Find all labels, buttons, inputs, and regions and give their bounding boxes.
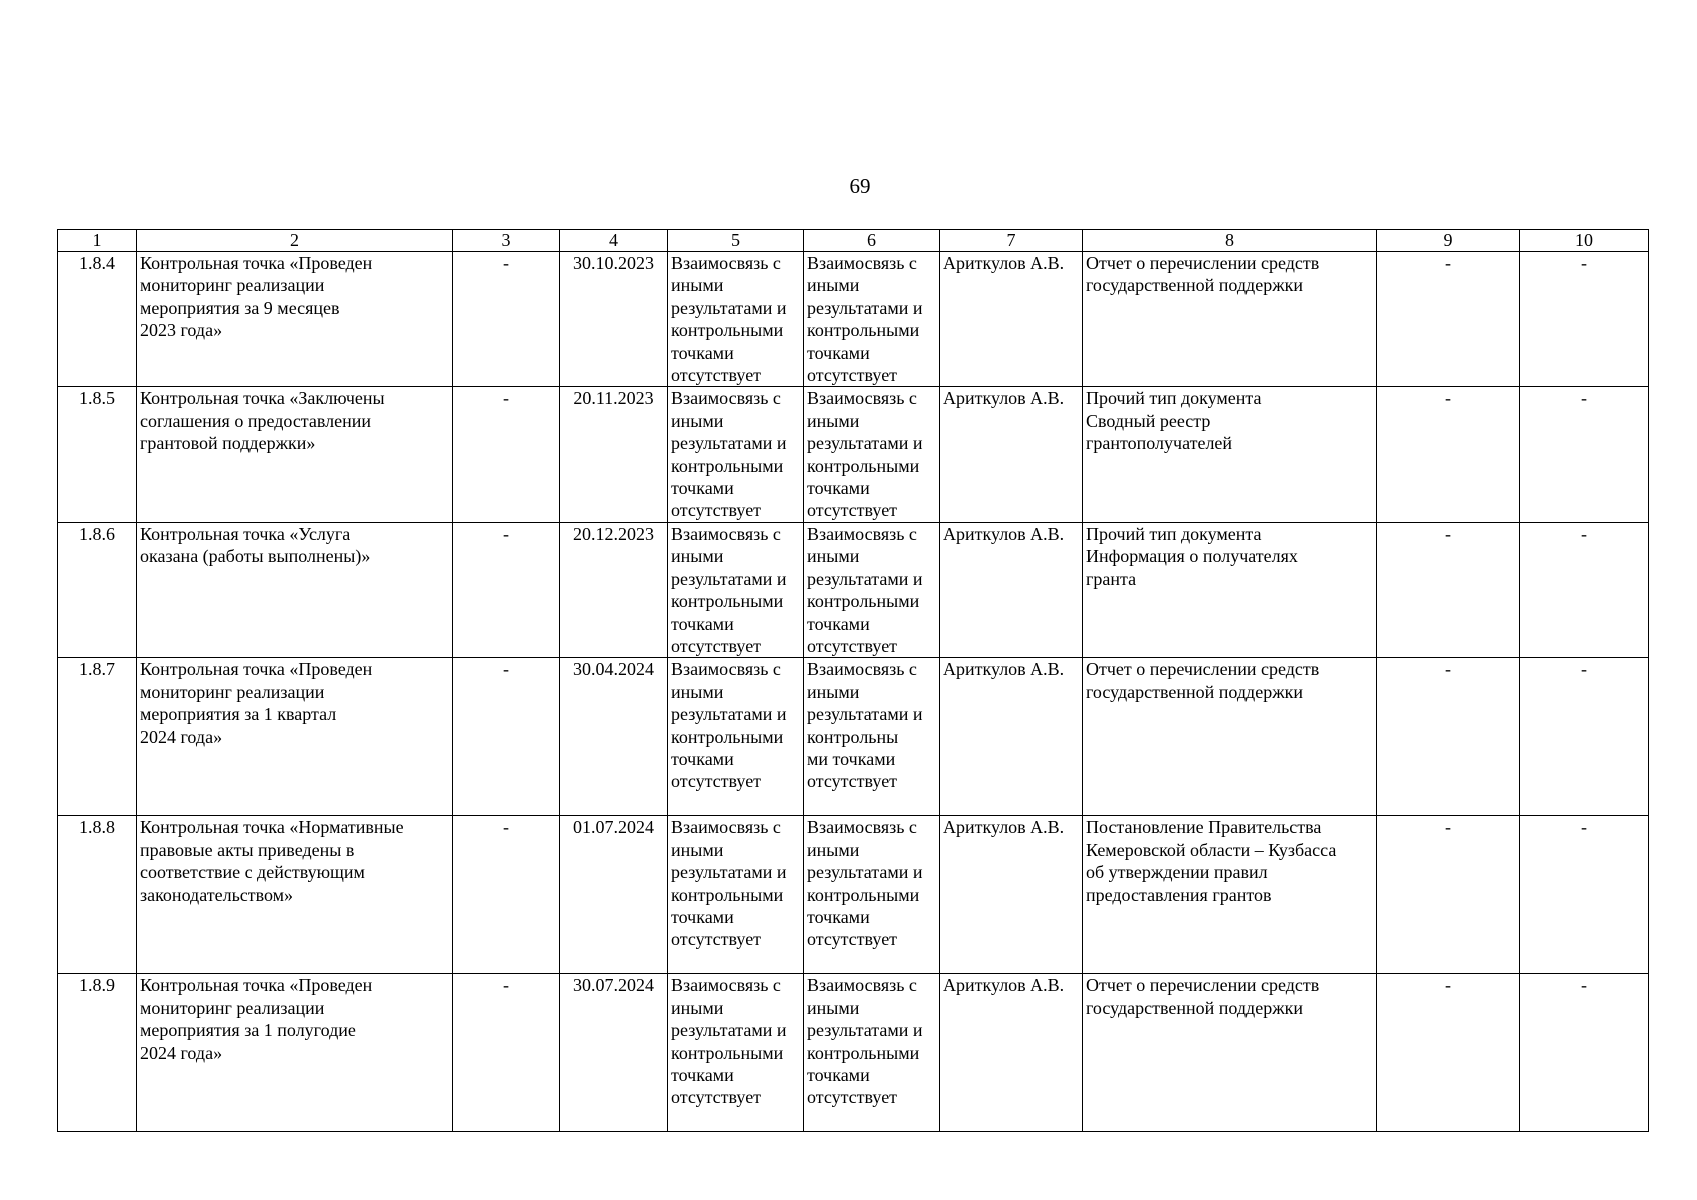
relation-line: контрольными <box>807 884 920 905</box>
document-line: Прочий тип документа <box>1086 388 1262 409</box>
control-point-name-cell <box>137 252 453 387</box>
relation-line: отсутствует <box>671 771 762 792</box>
relation-line: иными <box>807 839 860 860</box>
relation-line: результатами и <box>671 433 787 454</box>
relation-line: контрольными <box>807 1042 920 1063</box>
relation-line: ми точками <box>807 748 896 769</box>
relation-line: иными <box>807 275 860 296</box>
date-value: 20.12.2023 <box>573 523 654 544</box>
column-9-value: - <box>1445 253 1451 273</box>
relation-line: контрольными <box>671 591 784 612</box>
relation-cell-6 <box>804 974 940 1132</box>
relation-line: результатами и <box>671 704 787 725</box>
relation-line: контрольными <box>671 1042 784 1063</box>
relation-line: результатами и <box>807 433 923 454</box>
date-value: 30.07.2024 <box>573 975 654 996</box>
header-cell-7: 7 <box>940 230 1083 252</box>
relation-line: контрольны <box>807 726 899 747</box>
responsible-cell <box>940 816 1083 974</box>
header-cell-8: 8 <box>1083 230 1377 252</box>
document-cell <box>1083 522 1377 657</box>
relation-line: иными <box>671 275 724 296</box>
relation-line: отсутствует <box>671 1087 762 1108</box>
document-line: Информация о получателях <box>1086 546 1298 567</box>
relation-line: Взаимосвязь с <box>671 817 781 838</box>
column-9-value: - <box>1445 975 1451 996</box>
header-cell-6: 6 <box>804 230 940 252</box>
relation-line: отсутствует <box>807 635 898 656</box>
column-3-cell <box>453 387 560 522</box>
document-line: Постановление Правительства <box>1086 817 1322 838</box>
relation-cell-6 <box>804 658 940 816</box>
control-point-name-line: законодательством» <box>140 884 294 905</box>
column-3-value: - <box>503 817 509 838</box>
responsible-cell <box>940 522 1083 657</box>
table-row <box>58 522 1649 657</box>
header-cell-3: 3 <box>453 230 560 252</box>
control-point-name-cell <box>137 522 453 657</box>
relation-line: контрольными <box>671 884 784 905</box>
header-cell-5: 5 <box>668 230 804 252</box>
relation-line: контрольными <box>671 455 784 476</box>
column-3-value: - <box>503 975 509 996</box>
row-number: 1.8.9 <box>79 975 115 996</box>
row-number-cell <box>58 974 137 1132</box>
column-9-cell <box>1377 387 1520 522</box>
relation-cell-5 <box>668 658 804 816</box>
control-point-name-line: 2024 года» <box>140 726 223 747</box>
responsible-person: Ариткулов А.В. <box>943 975 1065 996</box>
control-points-table <box>57 229 1649 1132</box>
document-cell <box>1083 252 1377 387</box>
control-point-name-line: Контрольная точка «Проведен <box>140 975 373 996</box>
relation-line: контрольными <box>671 726 784 747</box>
relation-line: результатами и <box>807 704 923 725</box>
column-10-cell <box>1520 658 1649 816</box>
document-line: Сводный реестр <box>1086 410 1211 431</box>
relation-line: Взаимосвязь с <box>807 659 917 680</box>
control-point-name-line: мониторинг реализации <box>140 681 325 702</box>
document-cell <box>1083 816 1377 974</box>
relation-line: контрольными <box>807 455 920 476</box>
responsible-person: Ариткулов А.В. <box>943 817 1065 838</box>
relation-cell-6 <box>804 522 940 657</box>
control-point-name-line: Контрольная точка «Проведен <box>140 253 373 273</box>
document-line: грантополучателей <box>1086 433 1233 454</box>
table-row <box>58 816 1649 974</box>
document-line: Отчет о перечислении средств <box>1086 975 1320 996</box>
column-10-cell <box>1520 387 1649 522</box>
column-9-value: - <box>1445 817 1451 838</box>
column-3-value: - <box>503 523 509 544</box>
control-point-name-cell <box>137 658 453 816</box>
control-point-name-cell <box>137 387 453 522</box>
document-line: государственной поддержки <box>1086 275 1304 296</box>
document-line: государственной поддержки <box>1086 997 1304 1018</box>
page-number: 69 <box>849 174 871 198</box>
column-10-value: - <box>1581 817 1587 838</box>
relation-line: иными <box>807 997 860 1018</box>
column-10-value: - <box>1581 523 1587 544</box>
responsible-cell <box>940 974 1083 1132</box>
control-point-name-line: мониторинг реализации <box>140 997 325 1018</box>
relation-line: иными <box>807 681 860 702</box>
relation-cell-6 <box>804 252 940 387</box>
header-cell-1: 1 <box>58 230 137 252</box>
relation-line: точками <box>671 1064 734 1085</box>
relation-line: Взаимосвязь с <box>671 388 781 409</box>
date-value: 30.10.2023 <box>573 253 654 273</box>
column-9-cell <box>1377 658 1520 816</box>
relation-cell-5 <box>668 387 804 522</box>
responsible-cell <box>940 252 1083 387</box>
table-row <box>58 252 1649 387</box>
column-3-cell <box>453 658 560 816</box>
relation-line: отсутствует <box>807 1087 898 1108</box>
column-9-value: - <box>1445 388 1451 409</box>
column-3-value: - <box>503 388 509 409</box>
date-cell <box>560 387 668 522</box>
document-line: государственной поддержки <box>1086 681 1304 702</box>
header-cell-4: 4 <box>560 230 668 252</box>
control-point-name-line: Контрольная точка «Нормативные <box>140 817 404 838</box>
column-9-cell <box>1377 522 1520 657</box>
relation-line: результатами и <box>807 1020 923 1041</box>
row-number: 1.8.8 <box>79 817 115 838</box>
column-3-value: - <box>503 253 509 273</box>
date-cell <box>560 816 668 974</box>
relation-line: отсутствует <box>807 365 898 386</box>
table-body <box>58 252 1649 1132</box>
document-line: Отчет о перечислении средств <box>1086 659 1320 680</box>
date-cell <box>560 658 668 816</box>
control-point-name-cell <box>137 816 453 974</box>
relation-line: Взаимосвязь с <box>807 253 917 273</box>
relation-line: отсутствует <box>807 929 898 950</box>
row-number-cell <box>58 252 137 387</box>
relation-line: результатами и <box>807 568 923 589</box>
control-point-name-line: соответствие с действующим <box>140 862 365 883</box>
column-3-cell <box>453 252 560 387</box>
column-9-value: - <box>1445 659 1451 680</box>
relation-line: точками <box>807 906 870 927</box>
responsible-person: Ариткулов А.В. <box>943 523 1065 544</box>
relation-line: иными <box>671 997 724 1018</box>
column-3-value: - <box>503 659 509 680</box>
relation-line: результатами и <box>671 297 787 318</box>
relation-line: Взаимосвязь с <box>671 253 781 273</box>
responsible-cell <box>940 658 1083 816</box>
header-cell-9: 9 <box>1377 230 1520 252</box>
relation-line: иными <box>807 546 860 567</box>
column-10-cell <box>1520 522 1649 657</box>
control-point-name-line: мониторинг реализации <box>140 275 325 296</box>
row-number-cell <box>58 387 137 522</box>
column-9-cell <box>1377 974 1520 1132</box>
column-10-cell <box>1520 252 1649 387</box>
relation-cell-5 <box>668 522 804 657</box>
relation-line: результатами и <box>671 1020 787 1041</box>
relation-cell-6 <box>804 816 940 974</box>
relation-line: Взаимосвязь с <box>671 523 781 544</box>
relation-cell-5 <box>668 252 804 387</box>
document-line: Прочий тип документа <box>1086 523 1262 544</box>
row-number-cell <box>58 522 137 657</box>
relation-line: точками <box>807 478 870 499</box>
column-9-cell <box>1377 252 1520 387</box>
row-number: 1.8.4 <box>79 253 115 273</box>
relation-line: отсутствует <box>671 929 762 950</box>
relation-line: отсутствует <box>671 365 762 386</box>
control-point-name-line: мероприятия за 9 месяцев <box>140 297 340 318</box>
control-point-name-line: мероприятия за 1 полугодие <box>140 1020 356 1041</box>
column-3-cell <box>453 974 560 1132</box>
document-line: предоставления грантов <box>1086 884 1272 905</box>
relation-line: контрольными <box>807 591 920 612</box>
responsible-person: Ариткулов А.В. <box>943 659 1065 680</box>
relation-cell-5 <box>668 974 804 1132</box>
relation-line: Взаимосвязь с <box>671 659 781 680</box>
relation-line: Взаимосвязь с <box>807 975 917 996</box>
document-line: об утверждении правил <box>1086 862 1268 883</box>
relation-line: результатами и <box>671 862 787 883</box>
date-value: 01.07.2024 <box>573 817 654 838</box>
control-point-name-line: оказана (работы выполнены)» <box>140 546 371 567</box>
control-point-name-line: грантовой поддержки» <box>140 433 316 454</box>
relation-line: Взаимосвязь с <box>807 817 917 838</box>
row-number-cell <box>58 658 137 816</box>
column-10-cell <box>1520 974 1649 1132</box>
column-9-cell <box>1377 816 1520 974</box>
table-header-row <box>58 230 1649 252</box>
responsible-person: Ариткулов А.В. <box>943 253 1065 273</box>
relation-line: контрольными <box>671 320 784 341</box>
relation-line: результатами и <box>671 568 787 589</box>
responsible-cell <box>940 387 1083 522</box>
document-cell <box>1083 974 1377 1132</box>
date-cell <box>560 252 668 387</box>
column-3-cell <box>453 816 560 974</box>
control-point-name-cell <box>137 974 453 1132</box>
column-3-cell <box>453 522 560 657</box>
column-10-value: - <box>1581 253 1587 273</box>
table-row <box>58 658 1649 816</box>
control-point-name-line: Контрольная точка «Заключены <box>140 388 385 409</box>
control-point-name-line: 2023 года» <box>140 320 223 341</box>
column-9-value: - <box>1445 523 1451 544</box>
relation-line: точками <box>671 478 734 499</box>
date-value: 20.11.2023 <box>573 388 654 409</box>
relation-line: отсутствует <box>671 635 762 656</box>
relation-line: отсутствует <box>807 771 898 792</box>
row-number: 1.8.6 <box>79 523 115 544</box>
date-cell <box>560 522 668 657</box>
relation-cell-6 <box>804 387 940 522</box>
relation-line: результатами и <box>807 297 923 318</box>
row-number: 1.8.5 <box>79 388 115 409</box>
header-cell-10: 10 <box>1520 230 1649 252</box>
column-10-cell <box>1520 816 1649 974</box>
document-cell <box>1083 387 1377 522</box>
date-cell <box>560 974 668 1132</box>
relation-line: отсутствует <box>807 500 898 521</box>
relation-line: точками <box>807 1064 870 1085</box>
header-cell-2: 2 <box>137 230 453 252</box>
relation-line: точками <box>671 748 734 769</box>
control-point-name-line: Контрольная точка «Проведен <box>140 659 373 680</box>
date-value: 30.04.2024 <box>573 659 654 680</box>
relation-line: иными <box>671 839 724 860</box>
relation-line: Взаимосвязь с <box>807 388 917 409</box>
document-line: Кемеровской области – Кузбасса <box>1086 839 1337 860</box>
document-line: гранта <box>1086 568 1137 589</box>
relation-line: контрольными <box>807 320 920 341</box>
control-point-name-line: мероприятия за 1 квартал <box>140 704 337 725</box>
relation-line: иными <box>807 410 860 431</box>
relation-line: Взаимосвязь с <box>671 975 781 996</box>
column-10-value: - <box>1581 388 1587 409</box>
control-point-name-line: 2024 года» <box>140 1042 223 1063</box>
document-line: Отчет о перечислении средств <box>1086 253 1320 273</box>
table-row <box>58 387 1649 522</box>
relation-cell-5 <box>668 816 804 974</box>
row-number: 1.8.7 <box>79 659 115 680</box>
relation-line: иными <box>671 546 724 567</box>
relation-line: иными <box>671 410 724 431</box>
relation-line: точками <box>807 613 870 634</box>
relation-line: точками <box>671 613 734 634</box>
document-cell <box>1083 658 1377 816</box>
table-row <box>58 974 1649 1132</box>
relation-line: точками <box>671 906 734 927</box>
relation-line: результатами и <box>807 862 923 883</box>
column-10-value: - <box>1581 975 1587 996</box>
row-number-cell <box>58 816 137 974</box>
control-point-name-line: Контрольная точка «Услуга <box>140 523 351 544</box>
responsible-person: Ариткулов А.В. <box>943 388 1065 409</box>
control-point-name-line: соглашения о предоставлении <box>140 410 372 431</box>
relation-line: отсутствует <box>671 500 762 521</box>
relation-line: точками <box>671 342 734 363</box>
relation-line: иными <box>671 681 724 702</box>
column-10-value: - <box>1581 659 1587 680</box>
control-point-name-line: правовые акты приведены в <box>140 839 355 860</box>
relation-line: Взаимосвязь с <box>807 523 917 544</box>
relation-line: точками <box>807 342 870 363</box>
